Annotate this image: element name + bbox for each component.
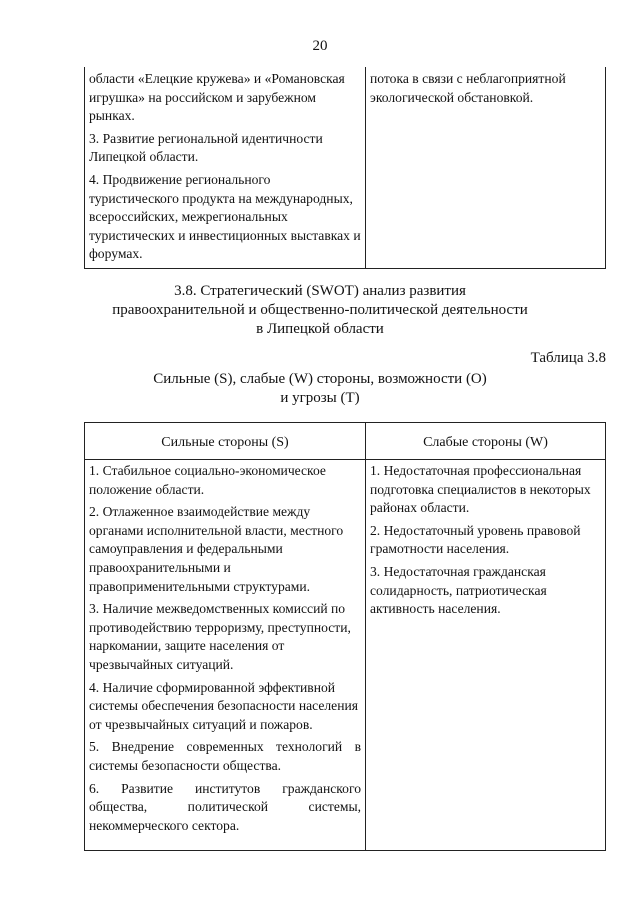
strength-item: 4. Наличие сформированной эффективной системы обеспечения безопасности населения от чрезвычайных ситуаций и пожаров. <box>89 679 359 732</box>
strengths-cell <box>85 460 366 851</box>
strength-item: 6. Развитие институтов гражданского общества, политической системы, некоммерческого сектора. <box>89 780 361 833</box>
section-heading-line: 3.8. Стратегический (SWOT) анализ развития <box>174 283 466 299</box>
section-heading-line: правоохранительной и общественно-политической деятельности <box>112 302 528 318</box>
swot-table-header-row <box>85 423 606 460</box>
weaknesses-header: Слабые стороны (W) <box>366 423 606 460</box>
table-label: Таблица 3.8 <box>530 350 606 366</box>
weakness-item: 1. Недостаточная профессиональная подготовка специалистов в некоторых районах области. <box>370 463 591 516</box>
continued-table <box>84 67 606 269</box>
continued-table-row <box>85 67 606 268</box>
list-item: области «Елецкие кружева» и «Романовская игрушка» на российском и зарубежном рынках. <box>89 71 345 124</box>
strengths-header: Сильные стороны (S) <box>85 423 366 460</box>
swot-table-body-row <box>85 460 606 851</box>
list-item: 3. Развитие региональной идентичности Липецкой области. <box>89 130 323 165</box>
strength-item: 1. Стабильное социально-экономическое положение области. <box>89 463 326 497</box>
weakness-item: 2. Недостаточный уровень правовой грамотности населения. <box>370 522 581 557</box>
continued-table-left-cell <box>85 67 366 268</box>
strength-item: 3. Наличие межведомственных комиссий по противодействию терроризму, преступности, наркомании, защите населения от чрезвычайных ситуаций. <box>89 601 351 672</box>
section-heading-line: в Липецкой области <box>256 321 384 337</box>
swot-table <box>84 422 606 851</box>
table-caption-line: и угрозы (T) <box>280 390 360 406</box>
weakness-item: 3. Недостаточная гражданская солидарность, патриотическая активность населения. <box>370 563 547 617</box>
list-item: 4. Продвижение регионального туристического продукта на международных, всероссийских, межрегиональных туристических и инвестиционных выставках и форумах. <box>89 171 361 262</box>
section-heading <box>0 282 640 339</box>
list-item: потока в связи с неблагоприятной экологической обстановкой. <box>370 71 566 105</box>
strength-item: 5. Внедрение современных технологий в системы безопасности общества. <box>89 739 361 773</box>
strength-item: 2. Отлаженное взаимодействие между органами исполнительной власти, местного самоуправления и федеральными правоохранительными и правоприменительными структурами. <box>89 504 344 594</box>
weaknesses-cell <box>366 460 606 851</box>
table-caption <box>0 370 640 408</box>
page-number: 20 <box>312 38 328 54</box>
continued-table-right-cell <box>366 67 606 268</box>
table-caption-line: Сильные (S), слабые (W) стороны, возможности (O) <box>153 371 487 387</box>
